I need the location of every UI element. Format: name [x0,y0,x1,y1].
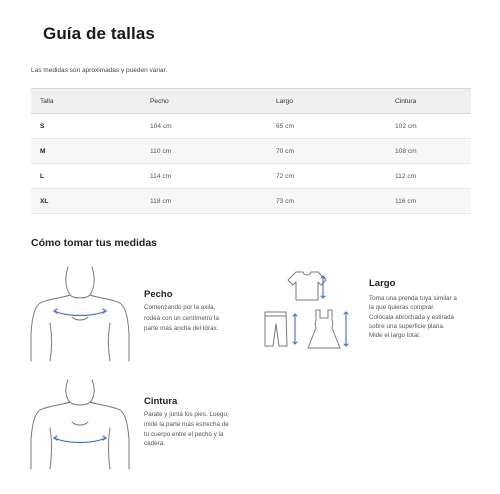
table-cell: 102 cm [386,114,471,139]
length-measure-icon [262,268,354,354]
table-cell: 65 cm [267,114,386,139]
length-description-line: sobre una superficie plana. [369,322,445,330]
size-table [31,88,471,214]
length-description-line: Colócala abrochada y estirada [369,313,455,321]
table-header-row [31,89,471,114]
table-cell: M [31,139,141,164]
table-cell: 70 cm [267,139,386,164]
table-row [31,189,471,214]
table-cell: 114 cm [141,164,267,189]
waist-description-line: cadera. [144,440,166,448]
column-header: Cintura [386,89,471,114]
table-cell: 104 cm [141,114,267,139]
column-header: Pecho [141,89,267,114]
waist-title: Cintura [144,396,178,407]
chest-title: Pecho [144,289,173,300]
waist-measure-icon [28,378,133,470]
table-cell: 118 cm [141,189,267,214]
table-cell: 116 cm [386,189,471,214]
table-cell: 72 cm [267,164,386,189]
length-description-line: Toma una prenda tuya similar a [369,295,457,302]
table-cell: 110 cm [141,139,267,164]
table-cell: 73 cm [267,189,386,214]
chest-description-line: parte más ancha del tórax. [144,325,219,332]
column-header: Largo [267,89,386,114]
table-row [31,114,471,139]
length-title: Largo [369,278,396,289]
table-cell: L [31,164,141,189]
table-row [31,164,471,189]
length-description-line: la que quieras comprar. [369,304,435,312]
table-row [31,139,471,164]
length-description-line: Mide el largo total. [369,332,421,340]
table-cell: 108 cm [386,139,471,164]
table-cell: 112 cm [386,164,471,189]
waist-description-line: Parate y juntá los pies. Luego, [144,411,229,418]
table-cell: XL [31,189,141,214]
column-header: Talla [31,89,141,114]
waist-description-line: tu cuerpo entre el pecho y la [144,430,224,438]
disclaimer-note: Las medidas son aproximadas y pueden variar. [31,67,168,74]
chest-description-line: Comenzando por la axila, [144,304,216,311]
waist-description-line: midé la parte más estrecha de [144,420,229,428]
length-description [369,294,457,340]
page-title: Guía de tallas [43,24,155,43]
chest-description [144,303,219,335]
chest-description-line: rodeá con un centímetro la [144,314,219,322]
table-cell: S [31,114,141,139]
chest-measure-icon [28,265,133,362]
howto-heading: Cómo tomar tus medidas [31,237,158,249]
waist-description [144,410,229,449]
